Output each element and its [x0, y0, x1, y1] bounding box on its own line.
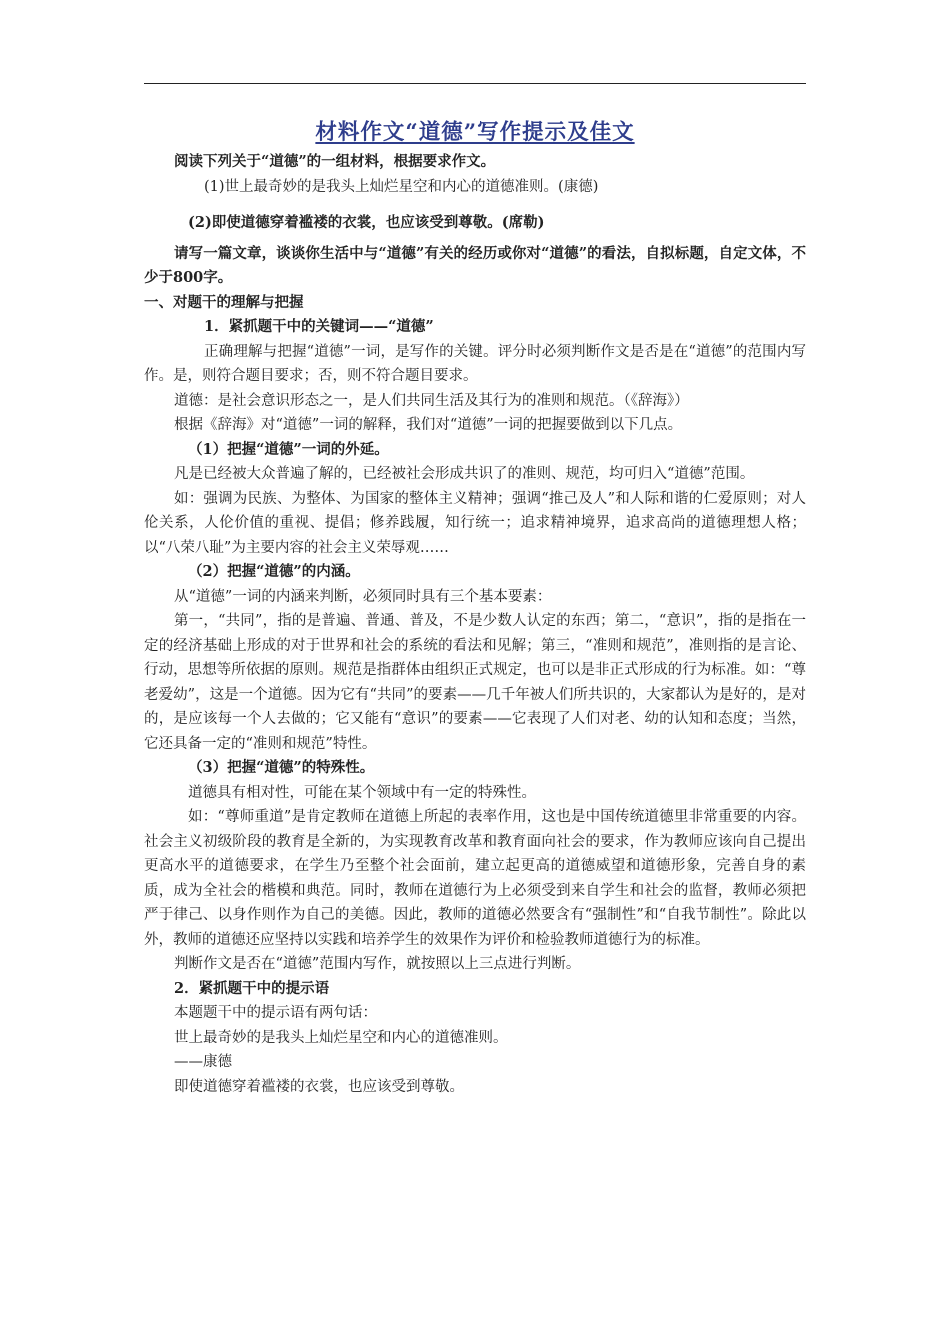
prompt-attribution-kant: ——康德 — [174, 1054, 232, 1070]
material-quote-1: (1)世上最奇妙的是我头上灿烂星空和内心的道德准则。(康德) — [204, 178, 599, 195]
document-title: 材料作文“道德”写作提示及佳文 — [315, 120, 635, 145]
subheading-keyword: 1．紧抓题干中的关键词——“道德” — [204, 318, 434, 335]
material-quote-2: (2)即使道德穿着褴褛的衣裳，也应该受到尊敬。(席勒) — [188, 214, 545, 231]
paragraph-9: 如：“尊师重道”是肯定教师在道德上所起的表率作用，这也是中国传统道德里非常重要的内容。社会主义初级阶段的教育是全新的，为实现教育改革和教育面向社会的要求，作为教师应该向自己提出更高水平的道德要求，在学生乃至整个社会面前，建立起更高的道德威望和道德形象，完善自身的素质，成为全社会的楷模和典范。同时，教师在道德行为上必须受到来自学生和社会的监督，教师必须把严于律己、以身作则作为自己的美德。因此，教师的道德必然要含有“强制性”和“自我节制性”。除此以外，教师的道德还应坚持以实践和培养学生的效果作为评价和检验教师道德行为的标准。 — [144, 809, 806, 948]
paragraph-4: 凡是已经被大众普遍了解的，已经被社会形成共识了的准则、规范，均可归入“道德”范围。 — [174, 466, 755, 482]
paragraph-8: 道德具有相对性，可能在某个领域中有一定的特殊性。 — [188, 784, 536, 801]
subheading-prompt: 2．紧抓题干中的提示语 — [174, 979, 330, 997]
paragraph-3: 根据《辞海》对“道德”一词的解释，我们对“道德”一词的把握要做到以下几点。 — [174, 417, 683, 433]
paragraph-1: 正确理解与把握“道德”一词，是写作的关键。评分时必须判断作文是否是在“道德”的范围内写作。是，则符合题目要求；否，则不符合题目要求。 — [144, 343, 806, 384]
prompt-quote-schiller: 即使道德穿着褴褛的衣裳，也应该受到尊敬。 — [174, 1078, 464, 1095]
header-rule — [144, 83, 806, 84]
writing-task: 请写一篇文章，谈谈你生活中与“道德”有关的经历或你对“道德”的看法，自拟标题，自定文体，不少于800字。 — [144, 244, 806, 286]
intro-text: 阅读下列关于“道德”的一组材料，根据要求作文。 — [174, 153, 496, 170]
paragraph-5: 如：强调为民族、为整体、为国家的整体主义精神；强调“推己及人”和人际和谐的仁爱原则；对人伦关系，人伦价值的重视、提倡；修养践履，知行统一；追求精神境界，追求高尚的道德理想人格；以“八荣八耻”为主要内容的社会主义荣辱观…… — [144, 490, 806, 556]
document-body — [144, 118, 806, 1099]
paragraph-10: 判断作文是否在“道德”范围内写作，就按照以上三点进行判断。 — [174, 956, 581, 972]
paragraph-7: 第一，“共同”，指的是普遍、普通、普及，不是少数人认定的东西；第二，“意识”，指的是指在一定的经济基础上形成的对于世界和社会的系统的看法和见解；第三，“准则和规范”，准则指的是言论、行动，思想等所依据的原则。规范是指群体由组织正式规定，也可以是非正式形成的行为标准。如：“尊老爱幼”，这是一个道德。因为它有“共同”的要素——几千年被人们所共识的，大家都认为是好的，是对的，是应该每一个人去做的；它又能有“意识”的要素——它表现了人们对老、幼的认知和态度；当然，它还具备一定的“准则和规范”特性。 — [144, 613, 806, 752]
point-heading-3: （3）把握“道德”的特殊性。 — [188, 759, 375, 776]
point-heading-1: （1）把握“道德”一词的外延。 — [188, 440, 389, 458]
paragraph-11: 本题题干中的提示语有两句话： — [174, 1005, 377, 1021]
paragraph-definition: 道德：是社会意识形态之一，是人们共同生活及其行为的准则和规范。（《辞海》） — [174, 392, 689, 409]
point-heading-2: （2）把握“道德”的内涵。 — [188, 563, 360, 580]
prompt-quote-kant: 世上最奇妙的是我头上灿烂星空和内心的道德准则。 — [174, 1029, 508, 1046]
section-heading-1: 一、对题干的理解与把握 — [144, 293, 304, 311]
paragraph-6: 从“道德”一词的内涵来判断，必须同时具有三个基本要素： — [174, 588, 552, 605]
